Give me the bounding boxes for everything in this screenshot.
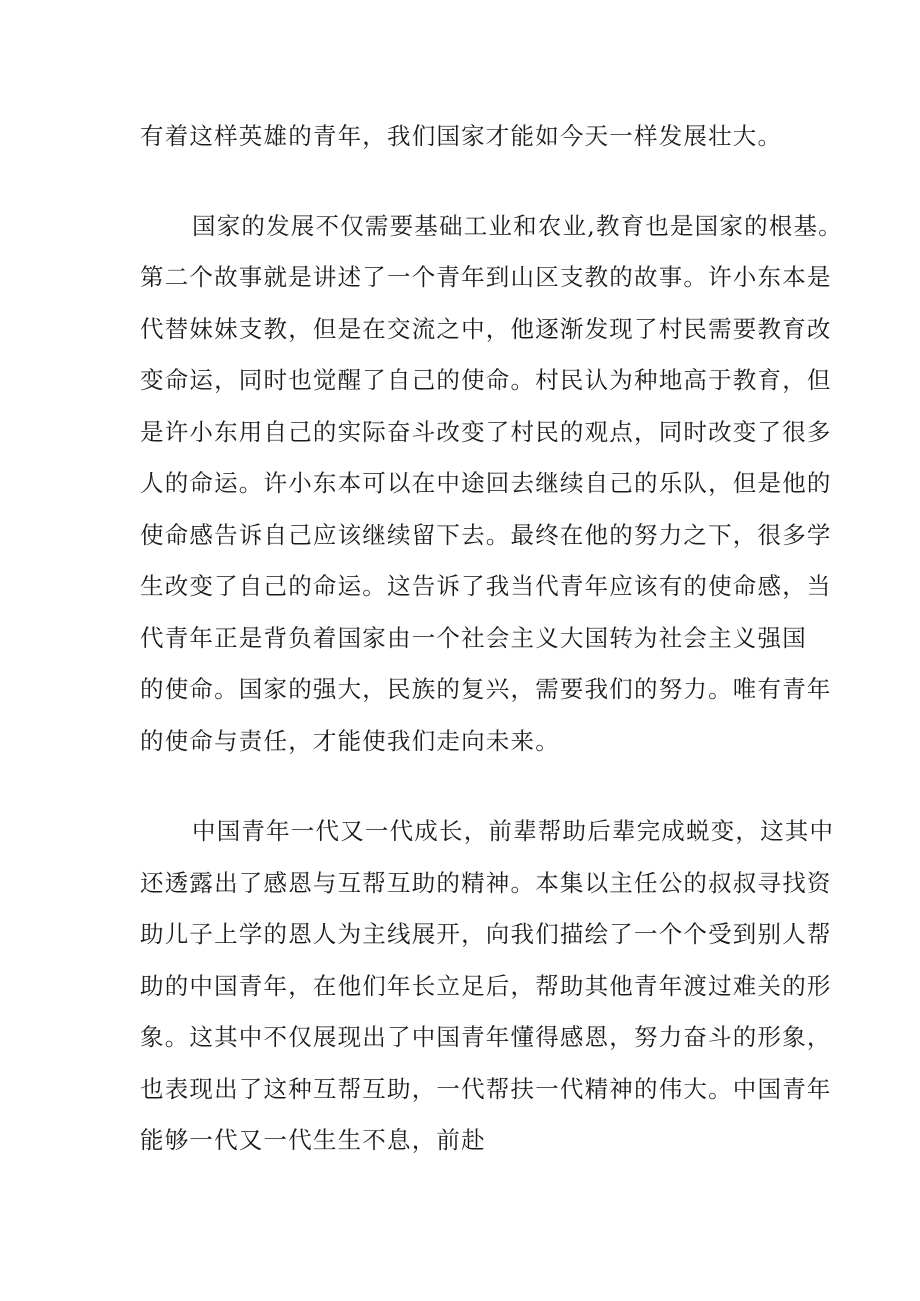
paragraph-2-line-10: 的使命。国家的强大，民族的复兴，需要我们的努力。唯有青年: [140, 675, 832, 703]
paragraph-3-line-7: 能够一代又一代生生不息，前赴: [140, 1126, 486, 1154]
paragraph-3-line-6: 也表现出了这种互帮互助，一代帮扶一代精神的伟大。中国青年: [140, 1075, 832, 1103]
paragraph-2-line-1: 国家的发展不仅需要基础工业和农业,教育也是国家的根基。: [192, 212, 843, 240]
paragraph-3-line-3: 助儿子上学的恩人为主线展开，向我们描绘了一个个受到别人帮: [140, 920, 832, 948]
paragraph-2-line-11: 的使命与责任，才能使我们走向未来。: [140, 727, 560, 755]
paragraph-2-line-7: 使命感告诉自己应该继续留下去。最终在他的努力之下，很多学: [140, 521, 832, 549]
paragraph-2-line-8: 生改变了自己的命运。这告诉了我当代青年应该有的使命感，当: [140, 572, 832, 600]
paragraph-2-line-2: 第二个故事就是讲述了一个青年到山区支教的故事。许小东本是: [140, 263, 832, 291]
paragraph-2-line-9: 代青年正是背负着国家由一个社会主义大国转为社会主义强国: [140, 624, 807, 652]
paragraph-2-line-3: 代替妹妹支教，但是在交流之中，他逐渐发现了村民需要教育改: [140, 315, 832, 343]
paragraph-2-line-4: 变命运，同时也觉醒了自己的使命。村民认为种地高于教育，但: [140, 366, 832, 394]
paragraph-3-line-4: 助的中国青年，在他们年长立足后，帮助其他青年渡过难关的形: [140, 972, 832, 1000]
paragraph-1-line-1: 有着这样英雄的青年，我们国家才能如今天一样发展壮大。: [140, 122, 783, 150]
paragraph-3-line-5: 象。这其中不仅展现出了中国青年懂得感恩，努力奋斗的形象，: [140, 1023, 832, 1051]
paragraph-2-line-6: 人的命运。许小东本可以在中途回去继续自己的乐队，但是他的: [140, 469, 832, 497]
paragraph-2-line-5: 是许小东用自己的实际奋斗改变了村民的观点，同时改变了很多: [140, 418, 832, 446]
paragraph-3-line-2: 还透露出了感恩与互帮互助的精神。本集以主任公的叔叔寻找资: [140, 869, 832, 897]
paragraph-3-line-1: 中国青年一代又一代成长，前辈帮助后辈完成蜕变，这其中: [192, 817, 835, 845]
